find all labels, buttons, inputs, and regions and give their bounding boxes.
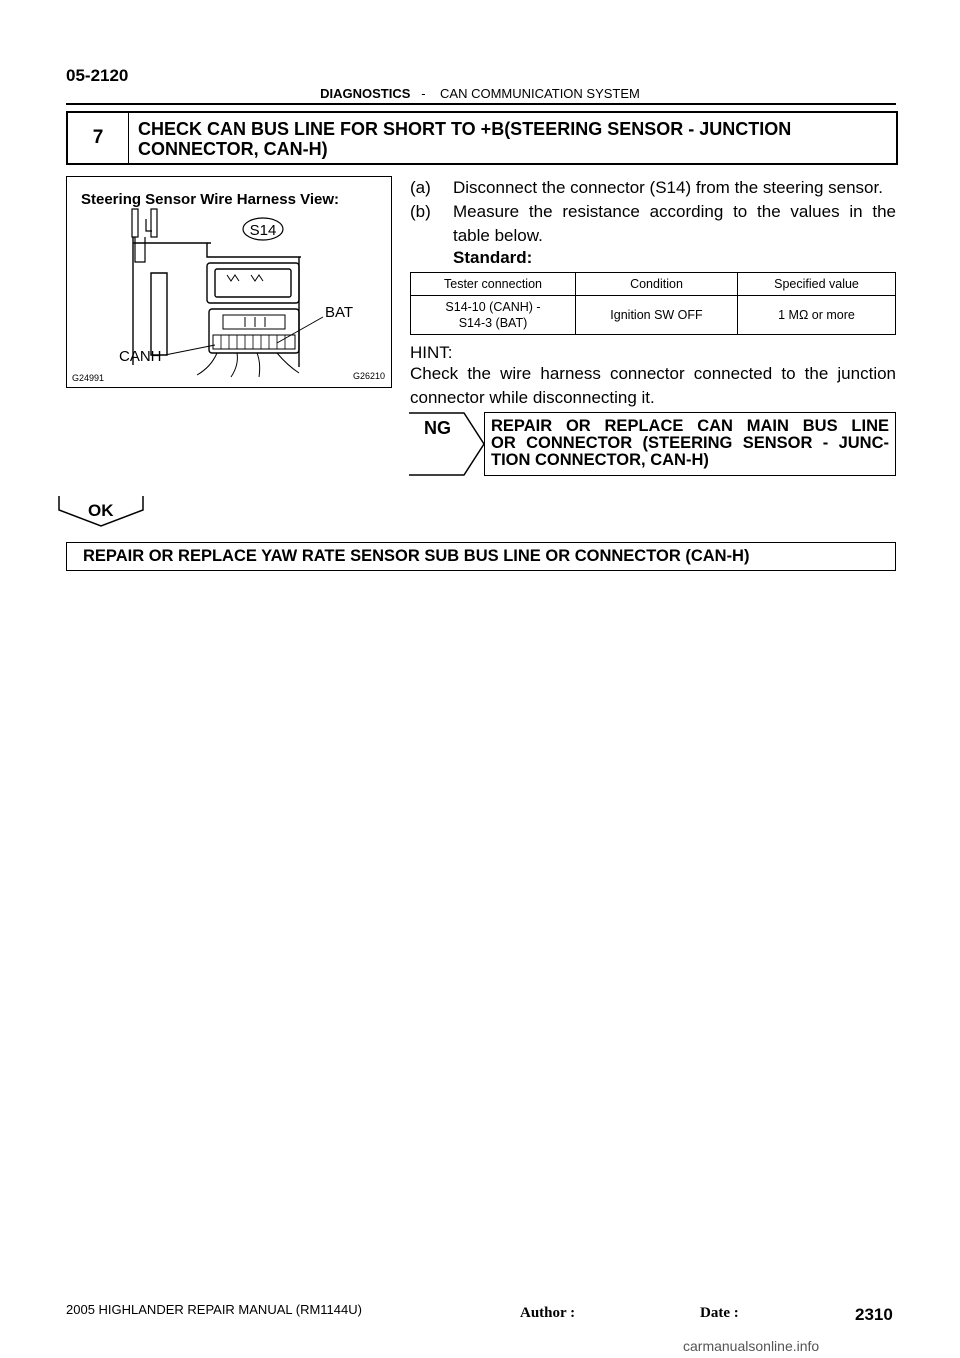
- instruction-b-line2: table below.: [453, 226, 543, 245]
- running-header: [0, 86, 960, 101]
- ng-line2: OR CONNECTOR (STEERING SENSOR - JUNC-: [491, 434, 889, 452]
- subsection-name: CAN COMMUNICATION SYSTEM: [440, 86, 640, 101]
- table-row: [411, 296, 896, 335]
- figure-title: Steering Sensor Wire Harness View:: [81, 191, 340, 208]
- header-separator: -: [421, 86, 426, 101]
- tester-line1: S14-10 (CANH) -: [445, 300, 541, 314]
- footer-author-label: Author :: [520, 1305, 576, 1321]
- table-header-tester: Tester connection: [411, 273, 576, 296]
- ng-line3: TION CONNECTOR, CAN-H): [491, 451, 709, 469]
- footer-manual: 2005 HIGHLANDER REPAIR MANUAL (RM1144U): [66, 1302, 362, 1317]
- footer-date-label: Date :: [700, 1305, 739, 1321]
- figure-code-left: G24991: [72, 373, 105, 383]
- section-name: DIAGNOSTICS: [320, 86, 411, 101]
- spec-table: [410, 272, 896, 335]
- instruction-b-label: (b): [410, 202, 431, 221]
- canh-label: CANH: [119, 348, 162, 365]
- hint-label: HINT:: [410, 343, 453, 362]
- ok-label: OK: [88, 501, 114, 520]
- figure-code-right: G26210: [353, 371, 386, 381]
- hint-text: Check the wire harness connector connected to the junction connector while disconnecting it.: [410, 364, 896, 407]
- step-title-line2: CONNECTOR, CAN-H): [138, 139, 328, 159]
- tester-line2: S14-3 (BAT): [458, 316, 528, 330]
- table-cell-condition: Ignition SW OFF: [576, 296, 738, 335]
- instruction-a: [410, 176, 896, 200]
- bat-label: BAT: [325, 304, 354, 321]
- connector-diagram: [67, 177, 391, 387]
- connector-side-terminal: [132, 209, 157, 262]
- instruction-b: [410, 200, 896, 248]
- connector-figure: [66, 176, 392, 388]
- instruction-a-label: (a): [410, 178, 431, 197]
- step-title: [138, 119, 888, 159]
- step-title-line1: CHECK CAN BUS LINE FOR SHORT TO +B(STEERING SENSOR - JUNCTION: [138, 119, 792, 139]
- ng-line1: REPAIR OR REPLACE CAN MAIN BUS LINE: [491, 417, 889, 435]
- ng-label: NG: [424, 418, 451, 438]
- step-number: 7: [68, 113, 129, 163]
- canh-leader: [165, 345, 215, 355]
- table-header-value: Specified value: [738, 273, 896, 296]
- page-code: 05-2120: [66, 66, 129, 85]
- instruction-a-text: Disconnect the connector (S14) from the steering sensor.: [453, 178, 883, 197]
- table-header-condition: Condition: [576, 273, 738, 296]
- step-box: [66, 111, 898, 165]
- footer-page-number: 2310: [855, 1305, 893, 1324]
- bat-leader: [277, 317, 323, 343]
- standard-label: Standard:: [453, 248, 533, 267]
- instruction-b-text: [453, 200, 896, 248]
- ng-action-text: [491, 418, 889, 469]
- ng-action-box: [484, 412, 896, 476]
- header-rule: [66, 103, 896, 105]
- harness-wires: [197, 353, 299, 377]
- watermark: carmanualsonline.info: [683, 1338, 820, 1354]
- ok-action-box: [66, 542, 896, 571]
- table-header-row: [411, 273, 896, 296]
- table-cell-value: 1 MΩ or more: [738, 296, 896, 335]
- ok-action-text: REPAIR OR REPLACE YAW RATE SENSOR SUB BUS LINE OR CONNECTOR (CAN-H): [83, 547, 750, 565]
- connector-id: S14: [249, 222, 277, 239]
- instruction-b-line1: Measure the resistance according to the values in the: [453, 202, 896, 221]
- table-cell-tester: [411, 296, 576, 335]
